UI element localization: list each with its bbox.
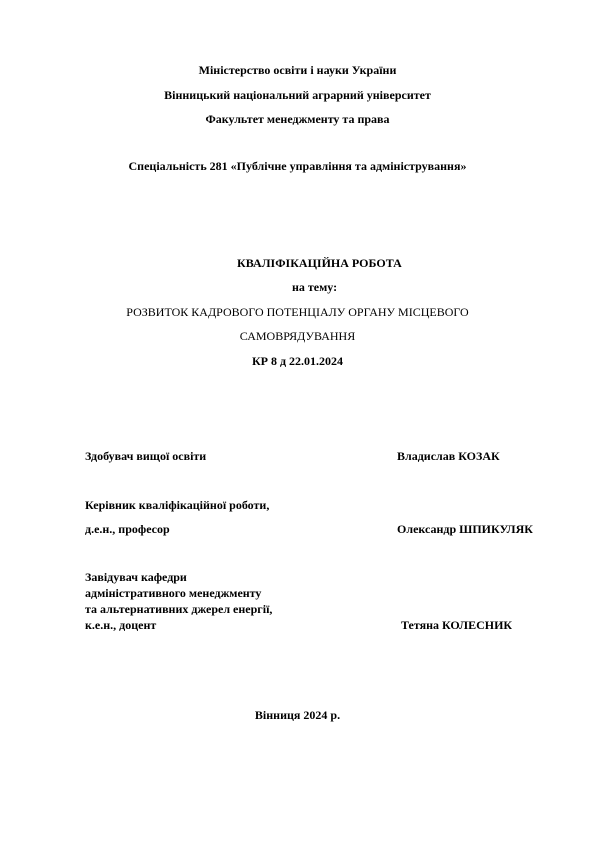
head-label-line-1: Завідувач кафедри [85, 570, 187, 584]
head-label-line-2: адміністративного менеджменту [85, 586, 262, 600]
head-name: Тетяна КОЛЕСНИК [401, 618, 513, 632]
university-heading: Вінницький національний аграрний університет [164, 88, 431, 102]
student-name: Владислав КОЗАК [397, 449, 500, 463]
supervisor-name: Олександр ШПИКУЛЯК [397, 522, 533, 536]
specialty-line: Спеціальність 281 «Публічне управління та адміністрування» [128, 159, 467, 173]
supervisor-degree: д.е.н., професор [85, 522, 170, 536]
student-label: Здобувач вищої освіти [85, 449, 207, 463]
supervisor-label: Керівник кваліфікаційної роботи, [85, 498, 270, 512]
faculty-heading: Факультет менеджменту та права [205, 112, 390, 126]
work-title-line-2: САМОВРЯДУВАННЯ [239, 329, 356, 343]
head-label-line-3: та альтернативних джерел енергії, [85, 602, 273, 616]
ministry-heading: Міністерство освіти і науки України [198, 63, 397, 77]
on-topic-label: на тему: [292, 280, 338, 294]
city-year: Вінниця 2024 р. [254, 708, 341, 722]
work-code: КР 8 д 22.01.2024 [251, 354, 344, 368]
work-title-line-1: РОЗВИТОК КАДРОВОГО ПОТЕНЦІАЛУ ОРГАНУ МІСЦЕВОГО [126, 305, 469, 319]
head-degree: к.е.н., доцент [85, 618, 157, 632]
work-type-heading: КВАЛІФІКАЦІЙНА РОБОТА [237, 256, 402, 270]
